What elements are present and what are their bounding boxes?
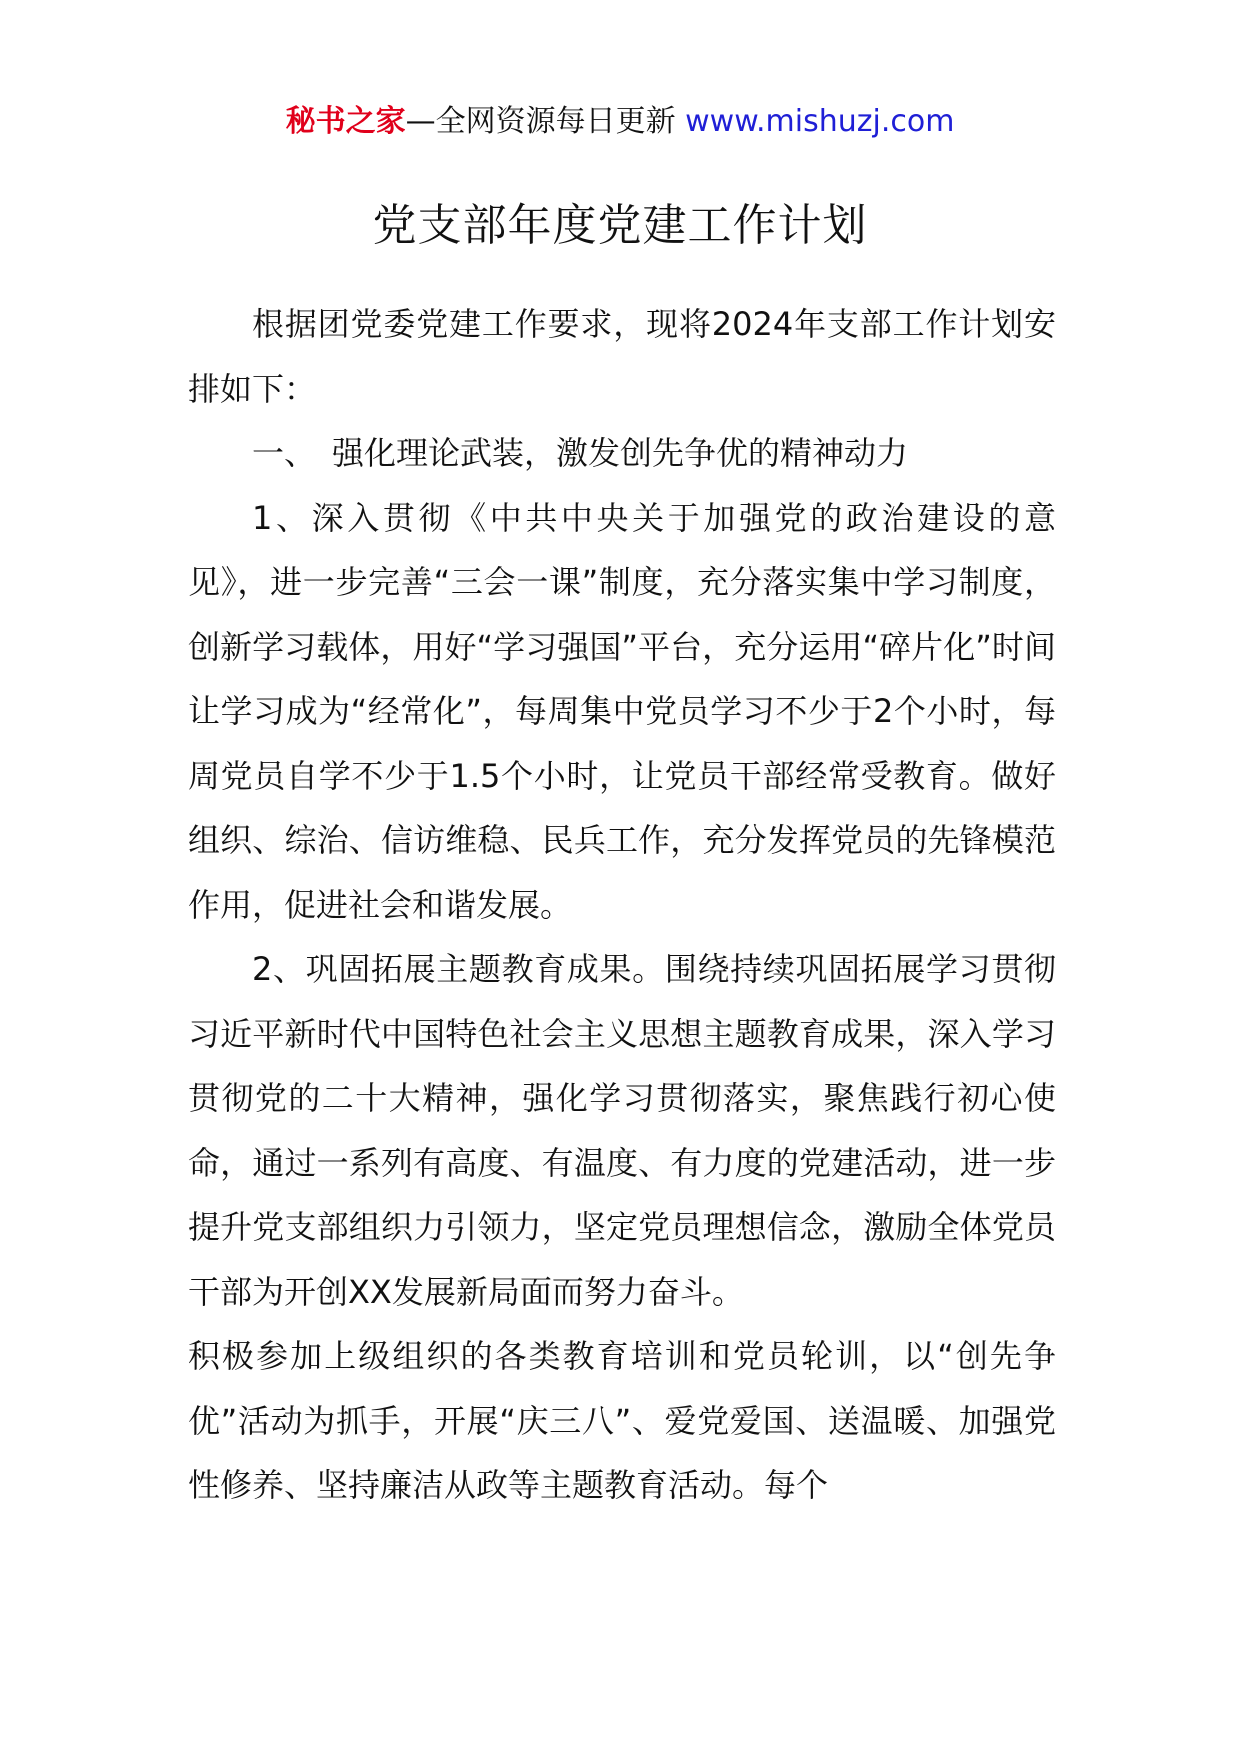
paragraph-intro: 根据团党委党建工作要求，现将2024年支部工作计划安排如下：	[188, 305, 1056, 408]
site-url-link[interactable]: www.mishuzj.com	[685, 104, 955, 139]
document-body	[188, 292, 1056, 1518]
site-header	[0, 100, 1240, 144]
document-title: 党支部年度党建工作计划	[372, 200, 868, 251]
paragraph-item-1: 1、深入贯彻《中共中央关于加强党的政治建设的意见》，进一步完善“三会一课”制度，充分落实集中学习制度，创新学习载体，用好“学习强国”平台，充分运用“碎片化”时间让学习成为“经常化”，每周集中党员学习不少于2个小时，每周党员自学不少于1.5个小时，让党员干部经常受教育。做好组织、综治、信访维稳、民兵工作，充分发挥党员的先锋模范作用，促进社会和谐发展。	[188, 498, 1056, 924]
brand-name: 秘书之家	[285, 104, 406, 139]
paragraph-item-2: 2、巩固拓展主题教育成果。围绕持续巩固拓展学习贯彻习近平新时代中国特色社会主义思想主题教育成果，深入学习贯彻党的二十大精神，强化学习贯彻落实，聚焦践行初心使命，通过一系列有高度、有温度、有力度的党建活动，进一步提升党支部组织力引领力，坚定党员理想信念，激励全体党员干部为开创XX发展新局面而努力奋斗。	[188, 950, 1056, 1311]
section-heading-1: 一、 强化理论武装，激发创先争优的精神动力	[252, 434, 909, 472]
paragraph-continuation: 积极参加上级组织的各类教育培训和党员轮训，以“创先争优”活动为抓手，开展“庆三八”、爱党爱国、送温暖、加强党性修养、坚持廉洁从政等主题教育活动。每个	[188, 1337, 1056, 1504]
header-slogan: —全网资源每日更新	[405, 104, 686, 139]
